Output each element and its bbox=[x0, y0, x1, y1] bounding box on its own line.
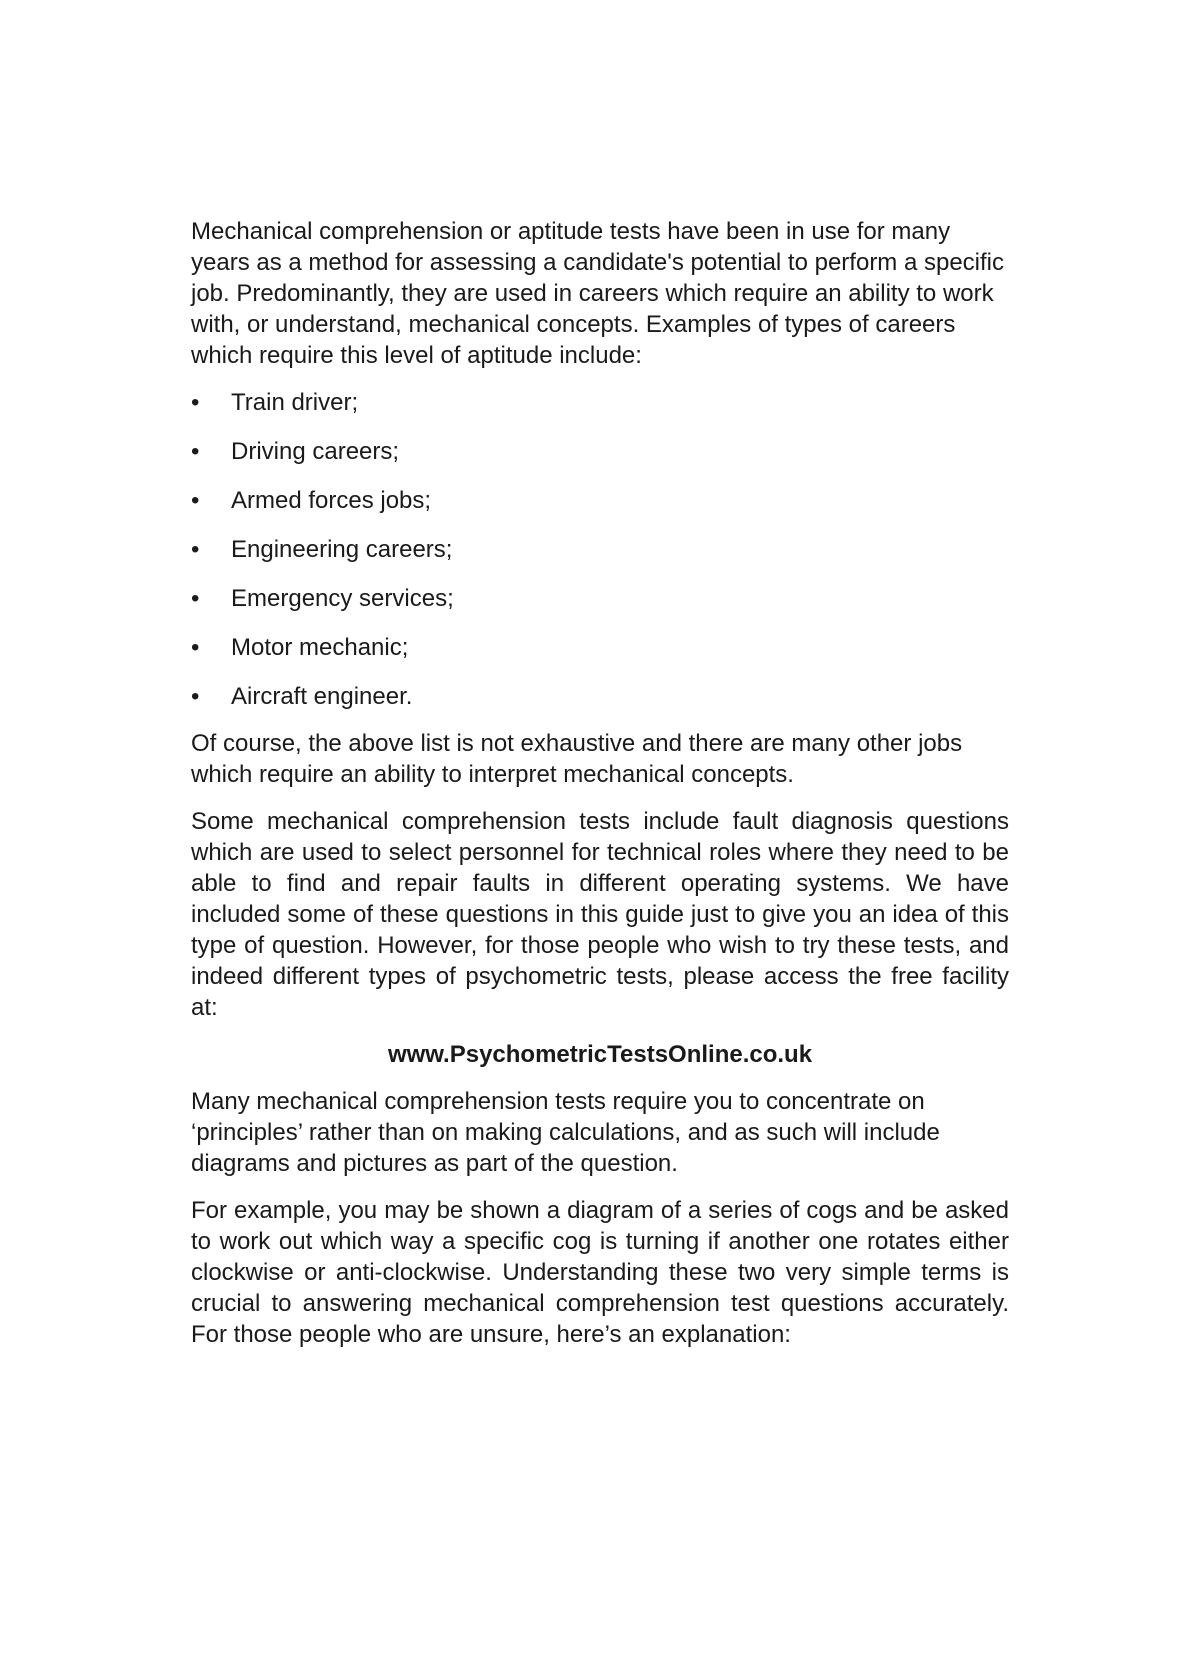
intro-paragraph: Mechanical comprehension or aptitude tests have been in use for many years as a method for assessing a candidate's potential to perform a specific job. Predominantly, they are used in careers which require an ability to work with, or understand, mechanical concepts. Examples of types of careers which require this level of aptitude include: bbox=[191, 218, 1005, 369]
list-item bbox=[191, 681, 1009, 712]
fault-diagnosis-paragraph: Some mechanical comprehension tests include fault diagnosis questions which are used to select personnel for technical roles where they need to be able to find and repair faults in different operating systems. We have included some of these questions in this guide just to give you an idea of this type of question. However, for those people who wish to try these tests, and indeed different types of psychometric tests, please access the free facility at: bbox=[191, 808, 1009, 1021]
list-item bbox=[191, 485, 1009, 516]
website-url: www.PsychometricTestsOnline.co.uk bbox=[387, 1041, 813, 1068]
careers-list bbox=[191, 387, 1009, 712]
career-label: Driving careers; bbox=[231, 438, 400, 465]
bullet-icon: • bbox=[191, 536, 200, 563]
after-list-paragraph: Of course, the above list is not exhaustive and there are many other jobs which require an ability to interpret mechanical concepts. bbox=[191, 730, 963, 788]
document-page bbox=[191, 216, 1009, 1366]
bullet-icon: • bbox=[191, 487, 200, 514]
career-label: Motor mechanic; bbox=[231, 634, 409, 661]
list-item bbox=[191, 583, 1009, 614]
bullet-icon: • bbox=[191, 585, 200, 612]
bullet-icon: • bbox=[191, 438, 200, 465]
example-paragraph: For example, you may be shown a diagram of a series of cogs and be asked to work out which way a specific cog is turning if another one rotates either clockwise or anti-clockwise. Understanding these two very simple terms is crucial to answering mechanical comprehension test questions accurately. For those people who are unsure, here’s an explanation: bbox=[191, 1197, 1009, 1348]
bullet-icon: • bbox=[191, 634, 200, 661]
list-item bbox=[191, 632, 1009, 663]
career-label: Aircraft engineer. bbox=[231, 683, 413, 710]
bullet-icon: • bbox=[191, 683, 200, 710]
list-item bbox=[191, 534, 1009, 565]
career-label: Emergency services; bbox=[231, 585, 454, 612]
principles-paragraph: Many mechanical comprehension tests require you to concentrate on ‘principles’ rather than on making calculations, and as such will include diagrams and pictures as part of the question. bbox=[191, 1088, 940, 1177]
bullet-icon: • bbox=[191, 389, 200, 416]
list-item bbox=[191, 436, 1009, 467]
career-label: Train driver; bbox=[231, 389, 359, 416]
career-label: Engineering careers; bbox=[231, 536, 453, 563]
list-item bbox=[191, 387, 1009, 418]
career-label: Armed forces jobs; bbox=[231, 487, 432, 514]
